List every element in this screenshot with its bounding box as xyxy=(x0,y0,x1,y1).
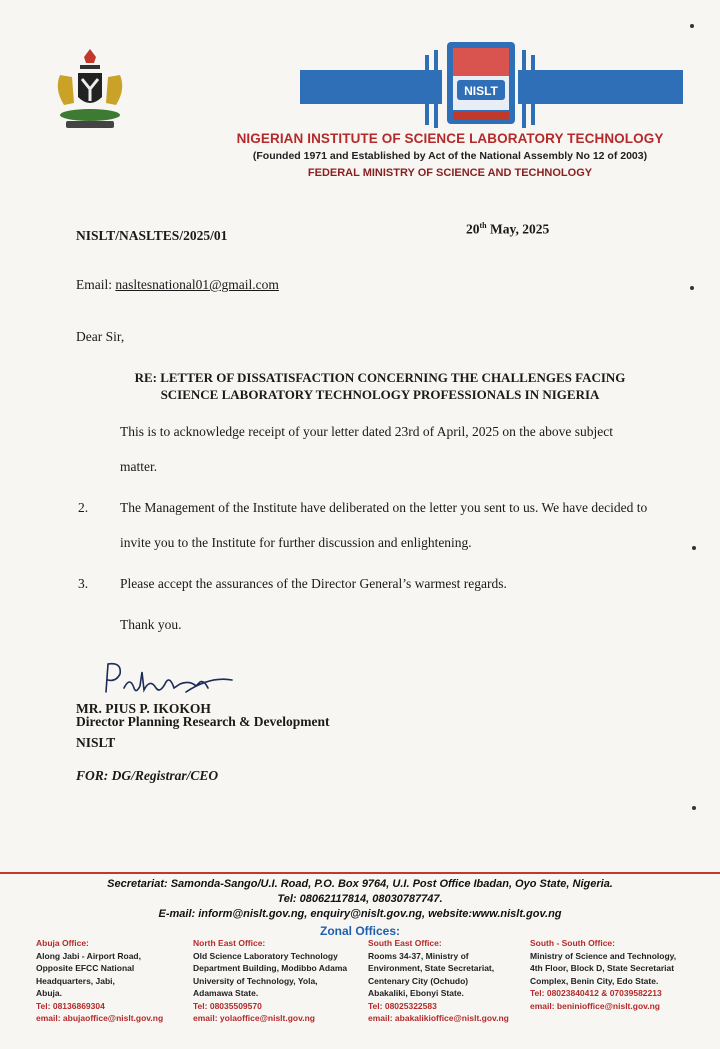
signer-name: MR. PIUS P. IKOKOH xyxy=(76,701,211,716)
subject-heading: RE: LETTER OF DISSATISFACTION CONCERNING THE CHALLENGES FACING SCIENCE LABORATORY TECHNOLOGY PROFESSIONALS IN NIGERIA xyxy=(134,370,626,402)
office-south-east: South East Office: Rooms 34-37, Ministry of Environment, State Secretariat, Centenary City (Ochudo) Abakaliki, Ebonyi State. Tel: 08025322583 email: abakalikioffice@nislt.gov.ng xyxy=(368,938,509,1023)
email-link[interactable]: nasltesnational01@gmail.com xyxy=(115,277,279,292)
banner-stripe xyxy=(522,50,526,128)
svg-text:NISLT: NISLT xyxy=(464,84,498,98)
signature-icon xyxy=(100,658,240,700)
paragraph-3: Please accept the assurances of the Director General’s warmest regards. xyxy=(120,576,507,591)
paragraph-2: The Management of the Institute have deliberated on the letter you sent to us. We have decided to invite you to the Institute for further discussion and enlightening. xyxy=(120,500,648,550)
banner-right xyxy=(518,70,683,104)
secretariat-emails: E-mail: inform@nislt.gov.ng, enquiry@nislt.gov.ng, website:www.nislt.gov.ng xyxy=(158,908,562,920)
footer-rule xyxy=(0,872,720,874)
secretariat-phone: Tel: 08062117814, 08030787747. xyxy=(277,893,443,905)
coat-of-arms-icon xyxy=(50,45,130,133)
office-south-south: South - South Office: Ministry of Science and Technology, 4th Floor, Block D, State Secretariat Complex, Benin City, Edo State. Tel: 08023840412 & 07039582213 email: beninioffice@nislt.gov.ng xyxy=(530,938,677,1011)
institute-name: NIGERIAN INSTITUTE OF SCIENCE LABORATORY TECHNOLOGY xyxy=(236,131,664,146)
secretariat-address: Secretariat: Samonda-Sango/U.I. Road, P.O. Box 9764, U.I. Post Office Ibadan, Oyo State, Nigeria. xyxy=(107,878,613,890)
recipient-email: Email: nasltesnational01@gmail.com xyxy=(76,277,279,292)
banner-left xyxy=(300,70,442,104)
for-line: FOR: DG/Registrar/CEO xyxy=(76,768,219,783)
zonal-offices-title: Zonal Offices: xyxy=(319,924,400,938)
scan-dot xyxy=(692,546,696,550)
closing: Thank you. xyxy=(120,617,182,632)
letter-date: 20th May, 2025 xyxy=(466,221,550,237)
scan-dot xyxy=(692,806,696,810)
banner-stripe xyxy=(531,55,535,125)
paragraph-number: 2. xyxy=(78,500,89,515)
paragraph-number: 3. xyxy=(78,576,89,591)
scan-dot xyxy=(690,24,694,28)
nislt-logo-icon xyxy=(445,40,517,126)
salutation: Dear Sir, xyxy=(76,329,125,344)
office-north-east: North East Office: Old Science Laboratory Technology Department Building, Modibbo Adama University of Technology, Yola, Adamawa State. Tel: 08035509570 email: yolaoffice@nislt.gov.ng xyxy=(193,938,348,1023)
office-abuja: Abuja Office: Along Jabi - Airport Road, Opposite EFCC National Headquarters, Jabi, Abuja. Tel: 08136869304 email: abujaoffice@nislt.gov.ng xyxy=(36,938,164,1023)
paragraph-1: This is to acknowledge receipt of your letter dated 23rd of April, 2025 on the above subject matter. xyxy=(120,424,613,474)
signer-title: Director Planning Research & Development xyxy=(76,714,330,729)
signer-organization: NISLT xyxy=(76,735,116,750)
ministry-name: FEDERAL MINISTRY OF SCIENCE AND TECHNOLOGY xyxy=(307,167,593,179)
reference-number: NISLT/NASLTES/2025/01 xyxy=(76,228,228,243)
founding-note: (Founded 1971 and Established by Act of the National Assembly No 12 of 2003) xyxy=(252,150,648,162)
scan-dot xyxy=(690,286,694,290)
